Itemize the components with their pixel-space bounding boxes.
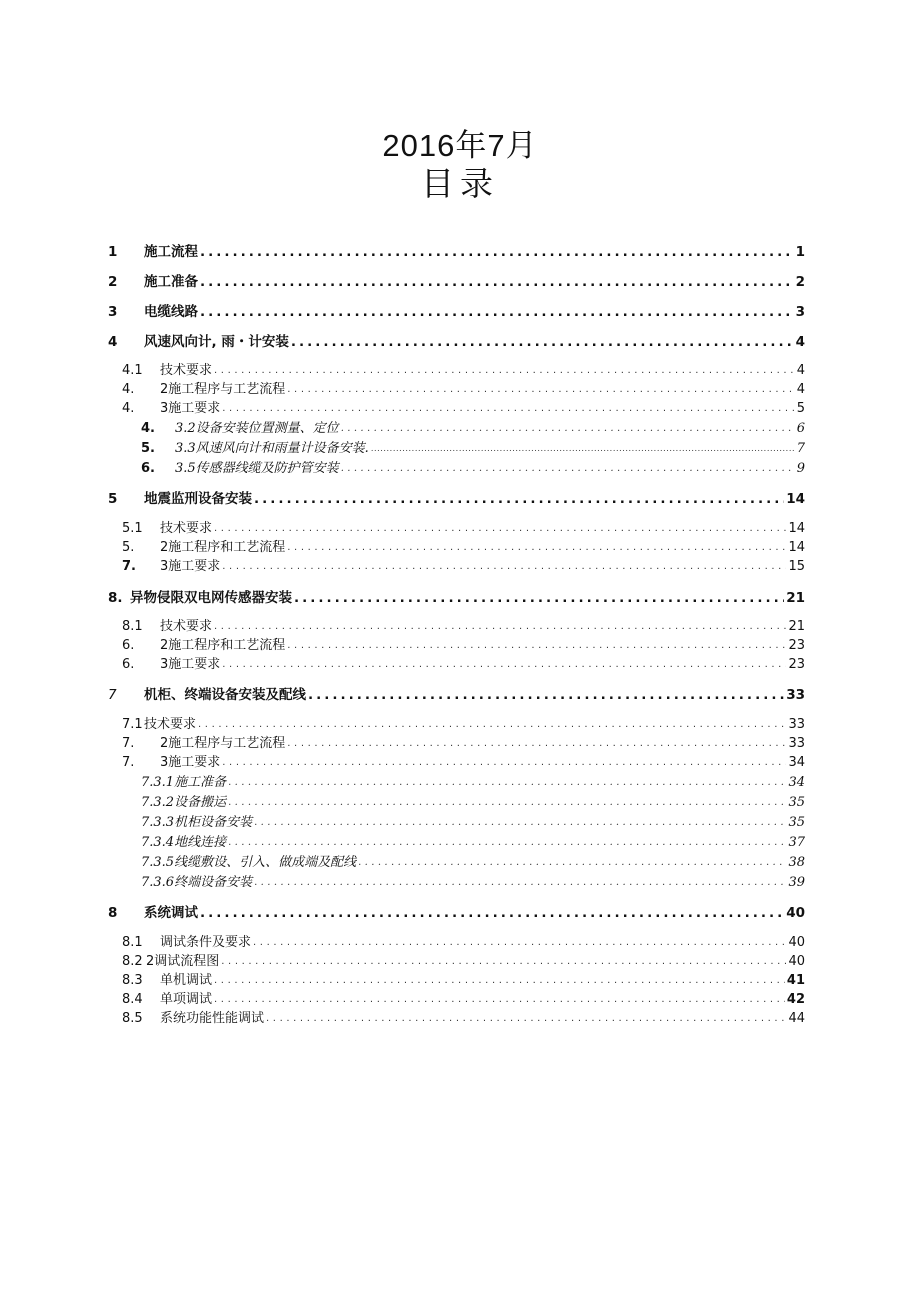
toc-entry-6[interactable] (108, 589, 805, 607)
toc-number: 7.3.1 (141, 775, 175, 790)
toc-number: 4.1 (122, 363, 143, 378)
toc-leader (254, 814, 786, 832)
toc-title: 地震监刑设备安装 (144, 491, 252, 507)
toc-title: 电缆线路 (144, 304, 198, 320)
toc-entry-5-1[interactable] (108, 520, 805, 538)
toc-leader (222, 558, 786, 576)
toc-title: 2施工程序与工艺流程 (160, 736, 286, 751)
toc-page: 34 (788, 775, 805, 790)
toc-page: 6 (796, 421, 805, 436)
toc-number: 5. (141, 441, 155, 456)
toc-leader (222, 400, 794, 418)
toc-entry-5[interactable] (108, 490, 805, 508)
document-date: 2016年7月 (382, 128, 538, 163)
toc-title: 线缆敷设、引入、做成端及配线 (174, 855, 357, 870)
toc-page: 1 (795, 244, 805, 260)
toc-leader (222, 754, 786, 772)
toc-title: 施工流程 (144, 244, 198, 260)
toc-leader (214, 362, 795, 380)
toc-title: 地线连接 (174, 835, 227, 850)
toc-number: 8.4 (122, 992, 143, 1007)
toc-page: 5 (796, 401, 805, 416)
toc-entry-1[interactable] (108, 243, 805, 261)
toc-title: 技术要求 (160, 521, 213, 536)
toc-leader (266, 1010, 786, 1028)
toc-number: 8. (108, 590, 123, 606)
toc-page: 44 (788, 1011, 805, 1026)
toc-page: 40 (788, 954, 805, 969)
toc-leader (214, 520, 786, 538)
toc-entry-5-3[interactable] (108, 558, 805, 576)
toc-leader (214, 618, 786, 636)
toc-leader (358, 854, 786, 872)
toc-entry-4[interactable] (108, 333, 805, 351)
toc-page: 21 (786, 590, 805, 606)
toc-leader (253, 934, 786, 952)
toc-entry-6-1[interactable] (108, 618, 805, 636)
toc-number: 4. (122, 382, 135, 397)
toc-entry-4-3-3[interactable] (108, 440, 805, 458)
toc-page: 37 (788, 835, 805, 850)
toc-page: 2 (795, 274, 805, 290)
toc-leader (287, 381, 794, 399)
toc-title: 3.3风速风向计和雨量计设备安装. (175, 441, 369, 456)
toc-title: 技术要求 (144, 717, 197, 732)
toc-number: 4. (141, 421, 155, 436)
toc-title: 3施工要求 (160, 401, 221, 416)
toc-number: 7. (122, 755, 135, 770)
toc-title: 施工准备 (144, 274, 198, 290)
toc-leader (287, 637, 786, 655)
toc-leader (228, 794, 786, 812)
toc-page: 39 (788, 875, 805, 890)
toc-entry-4-3[interactable] (108, 400, 805, 418)
toc-number: 7.1 (122, 717, 143, 732)
toc-leader (200, 303, 794, 321)
toc-title: 2调试流程图 (146, 954, 220, 969)
toc-leader (200, 273, 794, 291)
toc-leader (222, 656, 786, 674)
toc-page: 4 (796, 382, 805, 397)
toc-entry-8-5[interactable] (108, 1010, 805, 1028)
toc-number: 8.3 (122, 973, 143, 988)
toc-entry-6-3[interactable] (108, 656, 805, 674)
toc-entry-7-3-5[interactable] (108, 854, 805, 872)
toc-entry-5-2[interactable] (108, 539, 805, 557)
toc-page: 34 (788, 755, 805, 770)
toc-entry-7-3-6[interactable] (108, 874, 805, 892)
toc-title: 3施工要求 (160, 657, 221, 672)
toc-page: 33 (788, 717, 805, 732)
toc-title: 3.5传感器线缆及防护管安装 (175, 461, 339, 476)
toc-entry-4-2[interactable] (108, 381, 805, 399)
toc-number: 3 (108, 304, 118, 320)
toc-title: 技术要求 (160, 619, 213, 634)
toc-page: 41 (786, 973, 805, 988)
toc-entry-4-1[interactable] (108, 362, 805, 380)
toc-number: 6. (122, 638, 135, 653)
toc-number: 4. (122, 401, 135, 416)
toc-number: 7.3.2 (141, 795, 175, 810)
toc-leader (198, 716, 786, 734)
toc-entry-7-3-2[interactable] (108, 794, 805, 812)
toc-page: 33 (786, 687, 805, 703)
toc-number: 6. (141, 461, 155, 476)
toc-number: 7. (122, 559, 136, 574)
toc-title: 单项调试 (160, 992, 213, 1007)
toc-page: 4 (795, 334, 805, 350)
toc-page: 35 (788, 815, 805, 830)
toc-title: 系统功能性能调试 (160, 1011, 265, 1026)
toc-leader (371, 440, 795, 458)
toc-page: 14 (788, 540, 805, 555)
toc-entry-8-3[interactable] (108, 972, 805, 990)
toc-title: 技术要求 (160, 363, 213, 378)
toc-number: 4 (108, 334, 118, 350)
toc-page: 7 (796, 441, 805, 456)
toc-entry-8-2[interactable] (108, 953, 805, 971)
toc-number: 8.1 (122, 935, 143, 950)
toc-page: 14 (788, 521, 805, 536)
toc-page: 4 (796, 363, 805, 378)
toc-title: 机柜、终端设备安装及配线 (144, 687, 306, 703)
toc-page: 23 (788, 638, 805, 653)
toc-leader (214, 991, 785, 1009)
toc-number: 8.5 (122, 1011, 143, 1026)
toc-entry-7[interactable] (108, 686, 805, 704)
toc-entry-8[interactable] (108, 904, 805, 922)
toc-number: 7.3.6 (141, 875, 175, 890)
toc-page: 35 (788, 795, 805, 810)
toc-leader (200, 904, 784, 922)
toc-page: 38 (788, 855, 805, 870)
toc-title: 3施工要求 (160, 755, 221, 770)
toc-entry-7-3-4[interactable] (108, 834, 805, 852)
toc-page: 33 (788, 736, 805, 751)
toc-number: 7.3.5 (141, 855, 175, 870)
toc-entry-7-1[interactable] (108, 716, 805, 734)
toc-leader (254, 490, 784, 508)
toc-leader (228, 774, 786, 792)
toc-title: 2施工程序和工艺流程 (160, 540, 286, 555)
toc-number: 5 (108, 491, 118, 507)
toc-number: 7.3.3 (141, 815, 175, 830)
toc-number: 7 (108, 687, 117, 703)
toc-entry-3[interactable] (108, 303, 805, 321)
toc-page: 23 (788, 657, 805, 672)
toc-title: 风速风向计, 雨・计安装 (144, 334, 289, 350)
toc-entry-7-3-1[interactable] (108, 774, 805, 792)
toc-entry-6-2[interactable] (108, 637, 805, 655)
toc-leader (287, 735, 786, 753)
toc-number: 5.1 (122, 521, 143, 536)
toc-title: 异物侵限双电网传感器安装 (130, 590, 292, 606)
toc-title: 2施工程序和工艺流程 (160, 638, 286, 653)
toc-number: 2 (108, 274, 118, 290)
toc-page: 40 (786, 905, 805, 921)
toc-heading: 目录 (421, 164, 499, 203)
toc-number: 6. (122, 657, 135, 672)
toc-title: 3.2设备安装位置测量、定位 (175, 421, 339, 436)
toc-leader (221, 953, 786, 971)
toc-number: 5. (122, 540, 135, 555)
toc-title: 机柜设备安装 (174, 815, 253, 830)
toc-page: 40 (788, 935, 805, 950)
toc-page: 14 (786, 491, 805, 507)
toc-leader (228, 834, 786, 852)
toc-entry-2[interactable] (108, 273, 805, 291)
toc-leader (200, 243, 794, 261)
toc-leader (294, 589, 784, 607)
toc-entry-7-3[interactable] (108, 754, 805, 772)
toc-title: 单机调试 (160, 973, 213, 988)
toc-entry-4-3-2[interactable] (108, 420, 805, 438)
toc-leader (254, 874, 786, 892)
toc-title: 3施工要求 (160, 559, 221, 574)
toc-entry-7-3-3[interactable] (108, 814, 805, 832)
toc-leader (287, 539, 786, 557)
toc-title: 2施工程序与工艺流程 (160, 382, 286, 397)
toc-number: 1 (108, 244, 118, 260)
toc-title: 系统调试 (144, 905, 198, 921)
toc-leader (341, 460, 795, 478)
toc-leader (214, 972, 785, 990)
toc-entry-4-3-5[interactable] (108, 460, 805, 478)
toc-leader (291, 333, 794, 351)
toc-page: 9 (796, 461, 805, 476)
toc-number: 8.2 (122, 954, 143, 969)
toc-entry-8-1[interactable] (108, 934, 805, 952)
toc-number: 8 (108, 905, 118, 921)
toc-title: 施工准备 (174, 775, 227, 790)
toc-leader (341, 420, 795, 438)
toc-number: 8.1 (122, 619, 143, 634)
toc-entry-8-4[interactable] (108, 991, 805, 1009)
toc-page: 42 (786, 992, 805, 1007)
toc-page: 3 (795, 304, 805, 320)
toc-page: 21 (788, 619, 805, 634)
toc-page: 15 (788, 559, 805, 574)
toc-title: 设备搬运 (174, 795, 227, 810)
toc-leader (308, 686, 784, 704)
toc-number: 7. (122, 736, 135, 751)
toc-entry-7-2[interactable] (108, 735, 805, 753)
toc-number: 7.3.4 (141, 835, 175, 850)
toc-title: 终端设备安装 (174, 875, 253, 890)
toc-title: 调试条件及要求 (160, 935, 252, 950)
